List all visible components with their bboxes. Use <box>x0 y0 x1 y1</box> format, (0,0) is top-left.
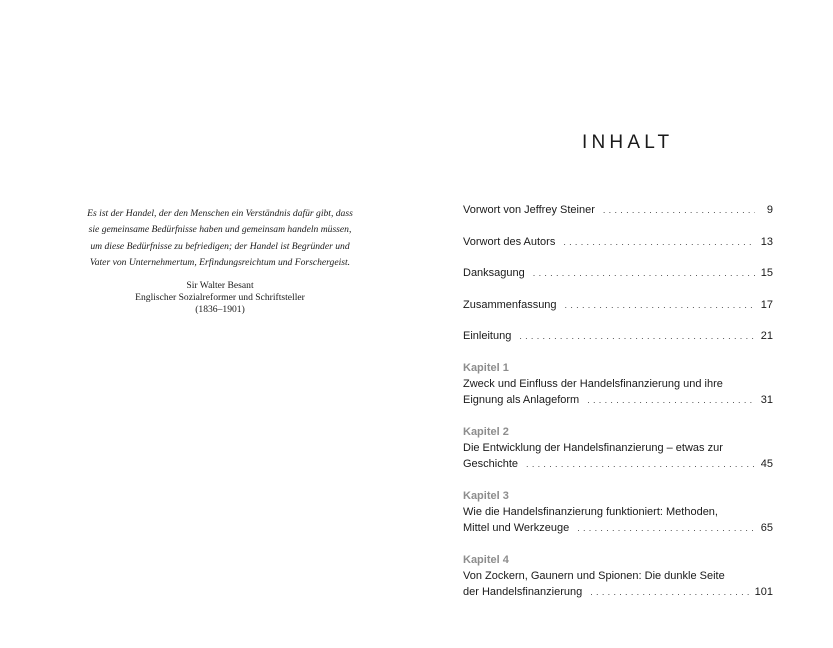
toc-chapter-1[interactable] <box>463 360 773 408</box>
toc-leader-dots <box>590 584 748 600</box>
chapter-title-line: Zweck und Einfluss der Handelsfinanzierung und ihre <box>463 377 723 390</box>
chapter-title-line: der Handelsfinanzierung <box>463 585 583 598</box>
quote-author-description: Englischer Sozialreformer und Schriftsteller <box>135 292 305 304</box>
toc-page-number: 31 <box>760 393 773 406</box>
epigraph <box>70 206 370 316</box>
chapter-title-line: Eignung als Anlageform <box>463 393 580 406</box>
chapter-title-line: Mittel und Werkzeuge <box>463 521 570 534</box>
quote-author-years: (1836–1901) <box>195 304 245 316</box>
chapter-label: Kapitel 4 <box>463 553 509 566</box>
toc-page-number: 13 <box>760 235 773 248</box>
quote-author: Sir Walter Besant <box>186 280 254 292</box>
epigraph-attribution <box>70 280 370 316</box>
chapter-title-line: Wie die Handelsfinanzierung funktioniert: Methoden, <box>463 505 718 518</box>
toc-page-number: 15 <box>760 267 773 279</box>
table-of-contents <box>463 202 773 616</box>
chapter-label: Kapitel 1 <box>463 361 509 374</box>
toc-page-number: 65 <box>760 521 773 534</box>
chapter-title-line: Von Zockern, Gaunern und Spionen: Die dunkle Seite <box>463 569 725 582</box>
toc-leader-dots <box>603 202 755 218</box>
toc-title: INHALT <box>582 132 674 153</box>
toc-leader-dots <box>587 392 755 408</box>
toc-chapter-4[interactable] <box>463 552 773 600</box>
toc-leader-dots <box>565 297 755 313</box>
toc-entry-title: Danksagung <box>463 267 525 279</box>
toc-entry-vorwort-autor[interactable] <box>463 234 773 250</box>
chapter-label: Kapitel 2 <box>463 425 509 438</box>
quote-line: um diese Bedürfnisse zu befriedigen; der Handel ist Begründer und <box>90 240 350 252</box>
chapter-title-line: Geschichte <box>463 457 519 470</box>
toc-entry-title: Zusammenfassung <box>463 298 557 311</box>
toc-entry-title: Vorwort von Jeffrey Steiner <box>463 204 595 216</box>
toc-page-number: 101 <box>754 585 773 598</box>
toc-chapter-3[interactable] <box>463 488 773 536</box>
toc-leader-dots <box>526 456 755 472</box>
toc-entry-einleitung[interactable] <box>463 328 773 344</box>
left-page <box>0 0 416 648</box>
quote-line: sie gemeinsame Bedürfnisse haben und gemeinsam handeln müssen, <box>88 224 352 236</box>
quote-line: Es ist der Handel, der den Menschen ein Verständnis dafür gibt, dass <box>87 208 353 219</box>
toc-page-number: 21 <box>760 330 773 342</box>
toc-leader-dots <box>563 234 754 250</box>
toc-entry-zusammenfassung[interactable] <box>463 297 773 313</box>
toc-entry-vorwort-steiner[interactable] <box>463 202 773 218</box>
toc-leader-dots <box>577 520 755 536</box>
toc-chapter-2[interactable] <box>463 424 773 472</box>
chapter-title-line: Die Entwicklung der Handelsfinanzierung – etwas zur <box>463 441 723 454</box>
toc-entry-title: Vorwort des Autors <box>463 235 556 248</box>
epigraph-quote <box>70 206 370 271</box>
toc-entry-danksagung[interactable] <box>463 265 773 281</box>
toc-page-number: 45 <box>760 457 773 470</box>
toc-leader-dots <box>533 265 755 281</box>
toc-page-number: 17 <box>760 298 773 311</box>
toc-entry-title: Einleitung <box>463 330 512 342</box>
right-page <box>416 0 833 648</box>
chapter-label: Kapitel 3 <box>463 489 509 502</box>
quote-line: Vater von Unternehmertum, Erfindungsreichtum und Forschergeist. <box>89 256 351 268</box>
toc-page-number: 9 <box>766 204 773 216</box>
toc-leader-dots <box>519 328 754 344</box>
